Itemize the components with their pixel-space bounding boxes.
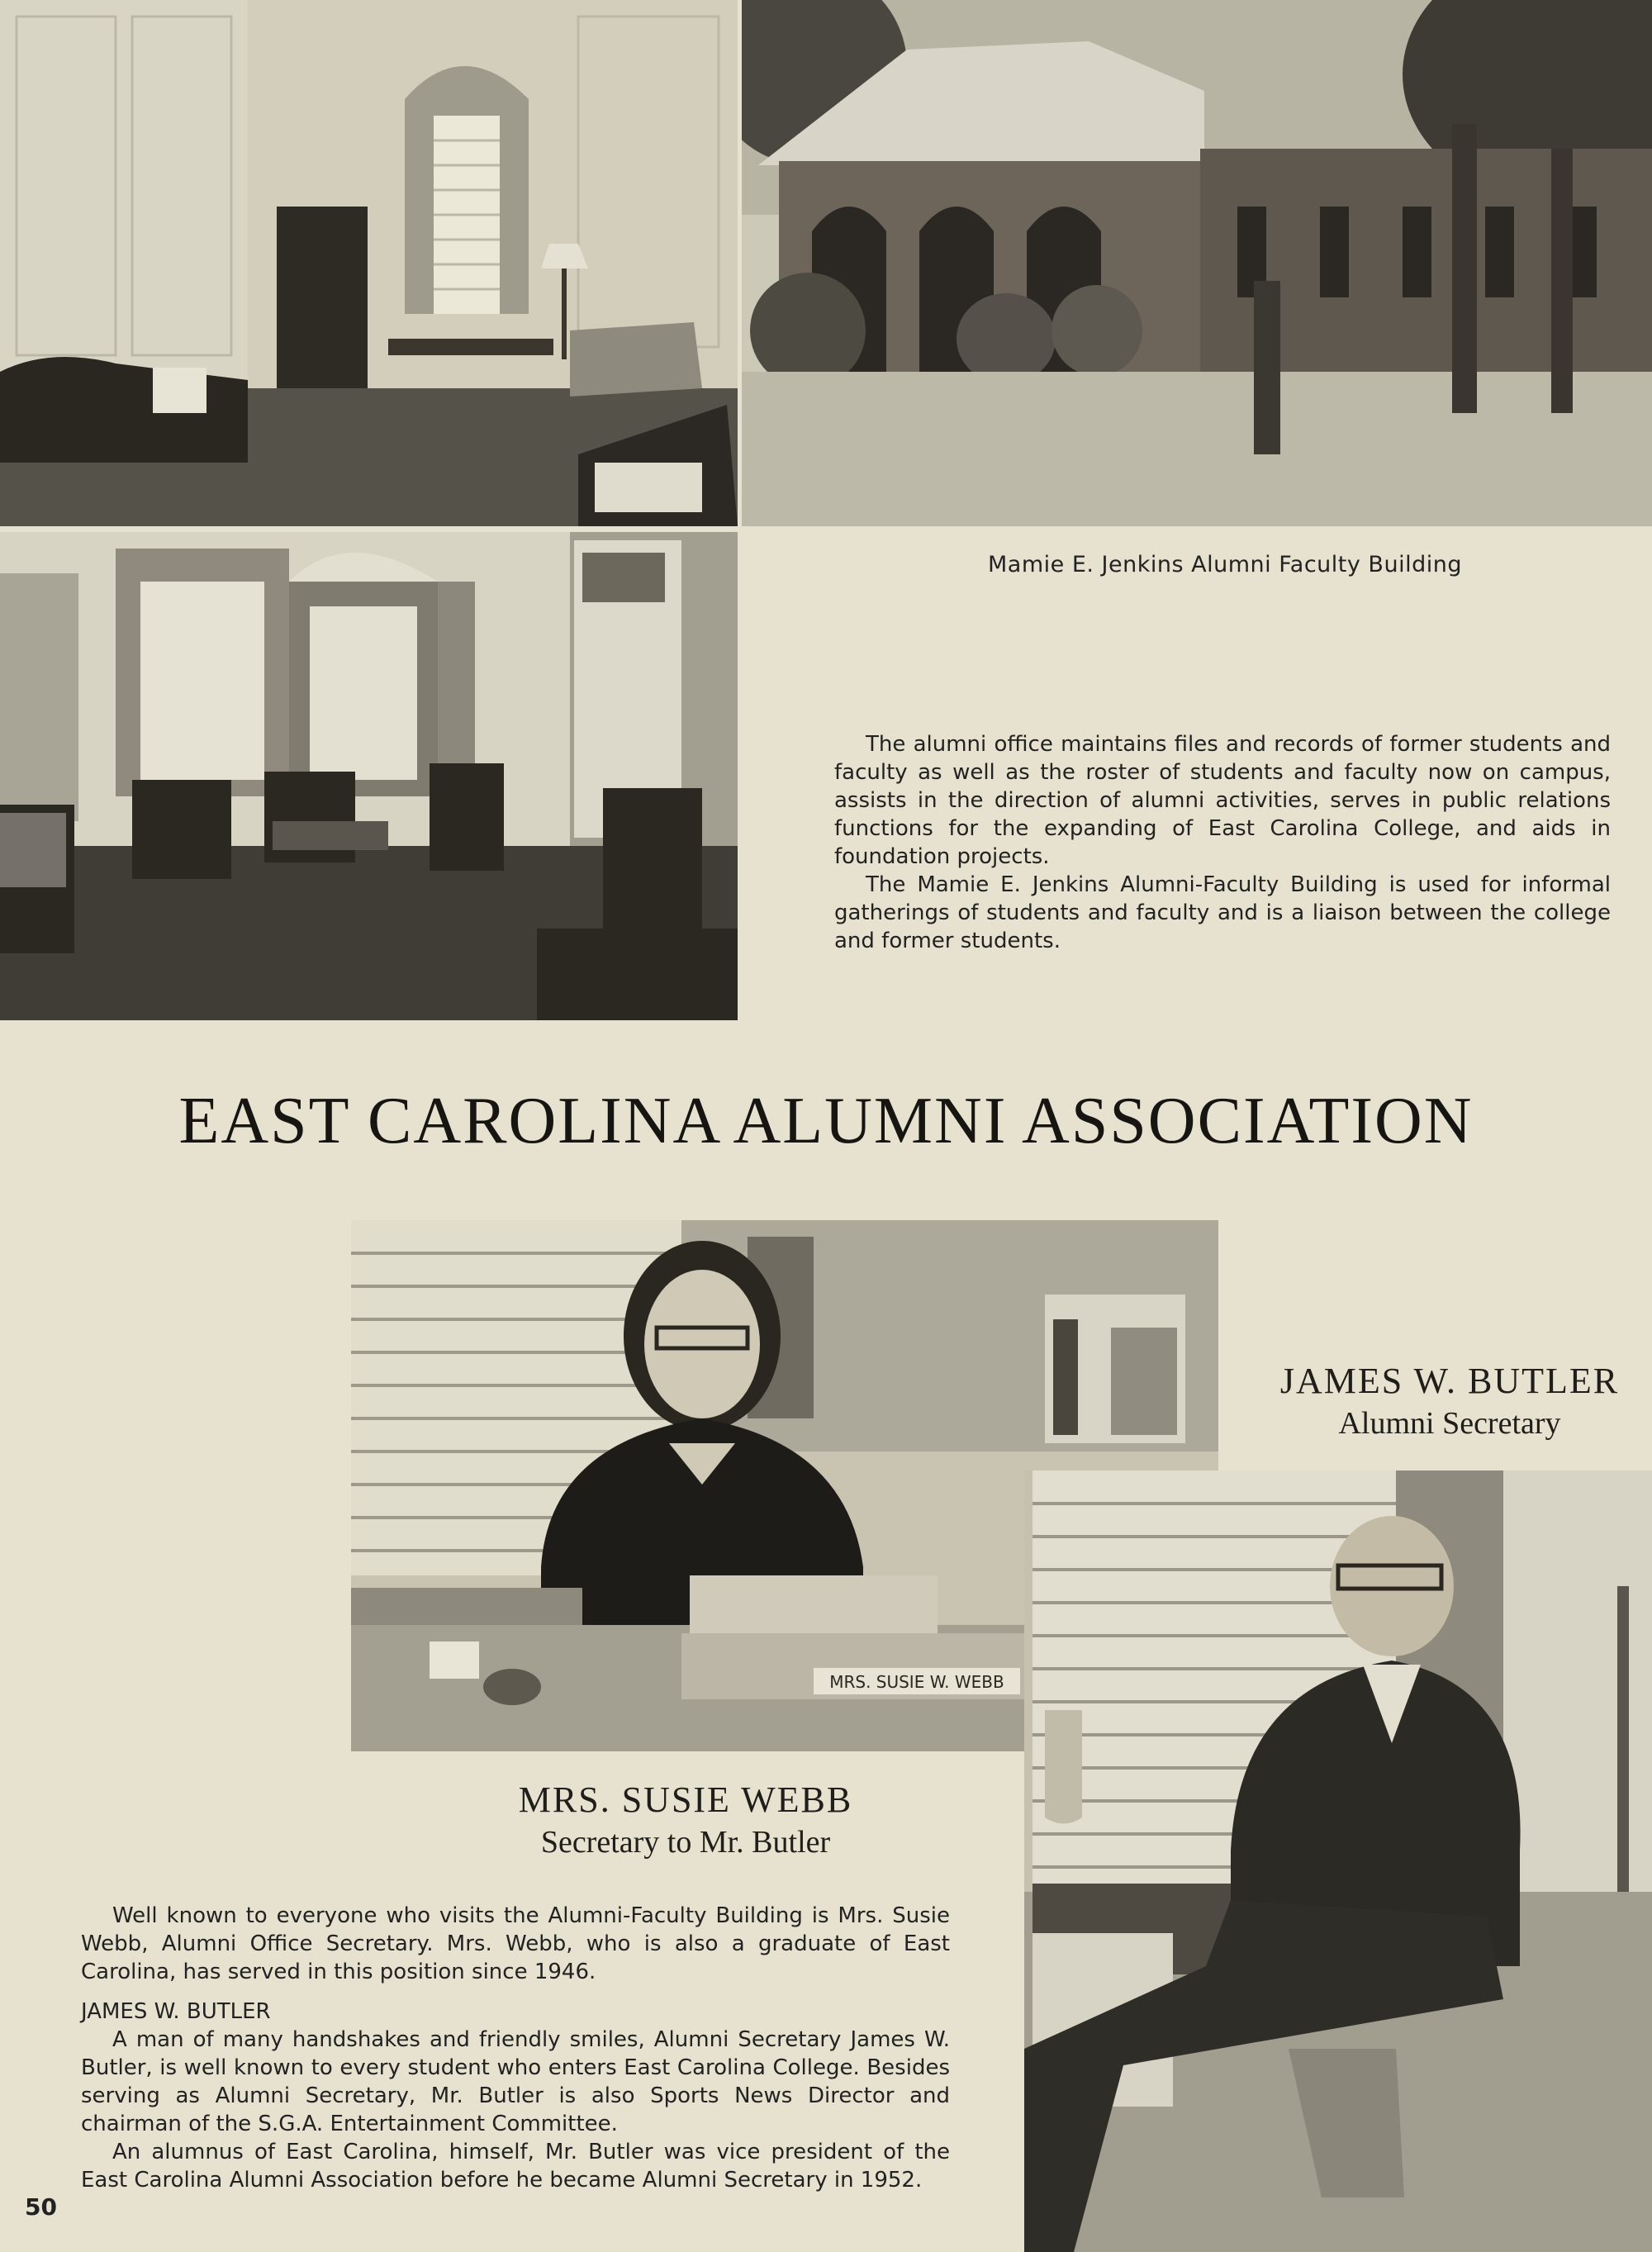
interior-lounge-photo	[0, 0, 738, 526]
webb-name-block	[446, 1778, 925, 1862]
building-exterior-photo	[742, 0, 1652, 526]
page-number: 50	[25, 2193, 57, 2221]
intro-paragraph: The alumni office maintains files and records of former students and faculty as well as the roster of students and faculty now on campus, assists in the direction of alumni activities, serves in public relations functions for the expanding of East Carolina College, and aids in foundation projects.	[834, 732, 1611, 869]
intro-paragraph: The Mamie E. Jenkins Alumni-Faculty Building is used for informal gatherings of students and faculty and is a liaison between the college and former students.	[834, 872, 1611, 953]
webb-title: Secretary to Mr. Butler	[540, 1825, 831, 1860]
webb-name: MRS. SUSIE WEBB	[518, 1779, 853, 1820]
butler-title: Alumni Secretary	[1338, 1406, 1561, 1441]
sitting-room-photo	[0, 532, 738, 1020]
butler-name: JAMES W. BUTLER	[1279, 1361, 1620, 1401]
butler-name-block	[1256, 1359, 1644, 1443]
building-caption: Mamie E. Jenkins Alumni Faculty Building	[988, 552, 1462, 577]
james-butler-portrait	[1024, 1470, 1652, 2252]
butler-paragraph: An alumnus of East Carolina, himself, Mr. Butler was vice president of the East Carolina Alumni Association before he became Alumni Secretary in 1952.	[81, 2140, 950, 2193]
intro-text	[834, 730, 1611, 955]
butler-subheading: JAMES W. BUTLER	[81, 1999, 271, 2024]
page-heading: EAST CAROLINA ALUMNI ASSOCIATION	[178, 1085, 1474, 1157]
body-text	[81, 1902, 950, 2194]
nameplate-text: MRS. SUSIE W. WEBB	[829, 1672, 1004, 1692]
butler-paragraph: A man of many handshakes and friendly smiles, Alumni Secretary James W. Butler, is well known to every student who enters East Carolina College. Besides serving as Alumni Secretary, Mr. Butler is also Sports News Director and chairman of the S.G.A. Entertainment Committee.	[81, 2027, 950, 2136]
webb-paragraph: Well known to everyone who visits the Alumni-Faculty Building is Mrs. Susie Webb, Alumni Office Secretary. Mrs. Webb, who is also a graduate of East Carolina, has served in this position since 1946.	[81, 1903, 950, 1984]
